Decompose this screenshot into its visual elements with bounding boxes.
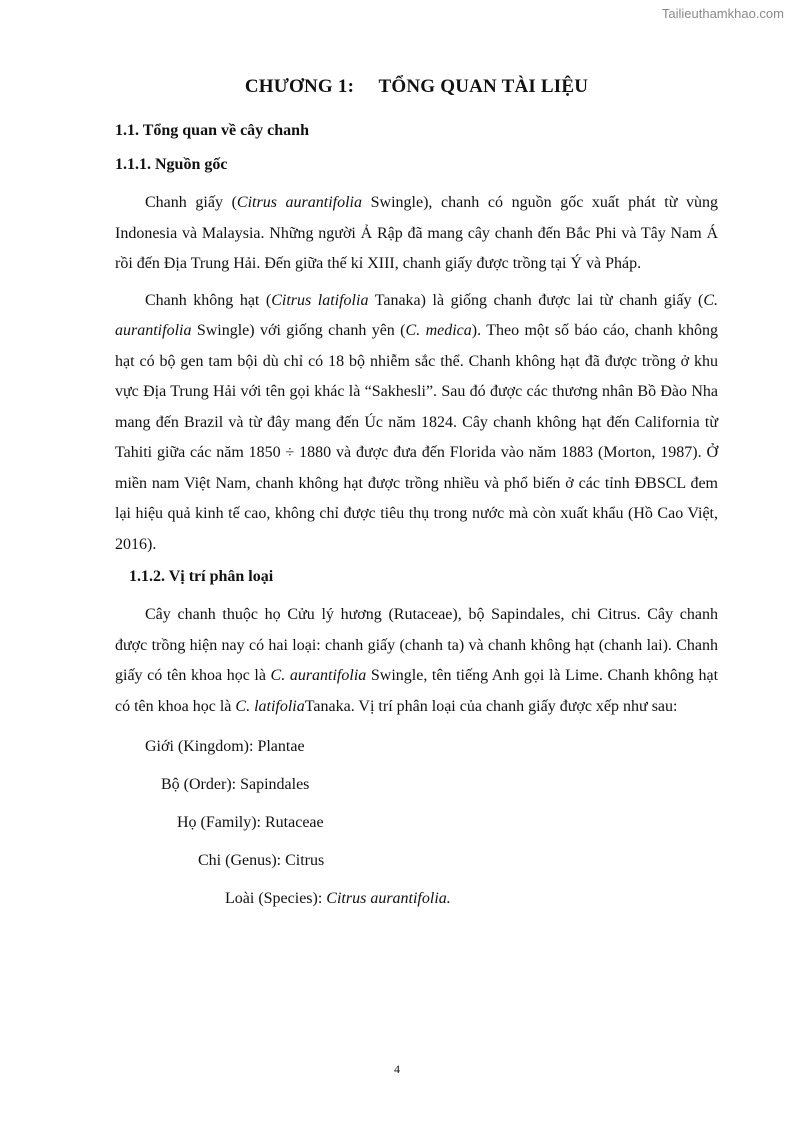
scientific-name: C. aurantifolia <box>115 291 718 339</box>
scientific-name: C. medica <box>405 322 472 339</box>
taxonomy-list <box>115 728 718 918</box>
page-number: 4 <box>394 1062 400 1076</box>
section-heading-1-1-2: 1.1.2. Vị trí phân loại <box>129 568 274 585</box>
section-heading-1-1: 1.1. Tổng quan về cây chanh <box>115 122 309 139</box>
scientific-name: C. latifolia <box>235 697 305 715</box>
section-heading-1-1-1: 1.1.1. Nguồn gốc <box>115 156 228 173</box>
taxonomy-kingdom: Giới (Kingdom): Plantae <box>145 738 305 755</box>
taxonomy-order: Bộ (Order): Sapindales <box>161 776 310 793</box>
taxonomy-species: Loài (Species): Citrus aurantifolia. <box>225 890 451 907</box>
paragraph-classification: Cây chanh thuộc họ Cửu lý hương (Rutaceae), bộ Sapindales, chi Citrus. Cây chanh được trồng hiện nay có hai loại: chanh giấy (chanh ta) và chanh không hạt (chanh lai). Chanh giấy có tên khoa học là C. aurantifolia Swingle, tên tiếng Anh gọi là Lime. Chanh không hạt có tên khoa học là C. latifoliaTanaka. Vị trí phân loại của chanh giấy được xếp như sau: <box>115 606 719 715</box>
scientific-name: Citrus latifolia <box>271 291 369 309</box>
taxonomy-family: Họ (Family): Rutaceae <box>177 814 324 831</box>
chapter-heading <box>115 76 718 98</box>
scientific-name: Citrus aurantifolia. <box>326 890 451 907</box>
paragraph-origin-2: Chanh không hạt (Citrus latifolia Tanaka) là giống chanh được lai từ chanh giấy (C. aurantifolia Swingle) với giống chanh yên (C. medica). Theo một số báo cáo, chanh không hạt có bộ gen tam bội dù chỉ có 18 bộ nhiễm sắc thể. Chanh không hạt đã được trồng ở khu vực Địa Trung Hải với tên gọi khác là “Sakhesli”. Sau đó được các thương nhân Bồ Đào Nha mang đến Brazil và từ đây mang đến Úc năm 1824. Cây chanh không hạt đến California từ Tahiti giữa các năm 1850 ÷ 1880 và được đưa đến Florida vào năm 1883 (Morton, 1987). Ở miền nam Việt Nam, chanh không hạt được trồng nhiều và phổ biến ở các tỉnh ĐBSCL đem lại hiệu quả kinh tế cao, không chỉ được tiêu thụ trong nước mà còn xuất khẩu (Hồ Cao Việt, 2016). <box>115 291 718 553</box>
scientific-name: C. aurantifolia <box>270 667 367 684</box>
watermark: Tailieuthamkhao.com <box>661 6 784 21</box>
paragraph-origin-1: Chanh giấy (Citrus aurantifolia Swingle), chanh có nguồn gốc xuất phát từ vùng Indonesia và Malaysia. Những người Ả Rập đã mang cây chanh đến Bắc Phi và Tây Nam Á rồi đến Địa Trung Hải. Đến giữa thế kỉ XIII, chanh giấy được trồng tại Ý và Pháp. <box>115 194 719 272</box>
chapter-title: TỔNG QUAN TÀI LIỆU <box>378 76 589 97</box>
taxonomy-genus: Chi (Genus): Citrus <box>198 852 325 869</box>
document-page <box>115 76 718 918</box>
chapter-number: CHƯƠNG 1: <box>244 76 355 97</box>
scientific-name: Citrus aurantifolia <box>236 194 362 211</box>
